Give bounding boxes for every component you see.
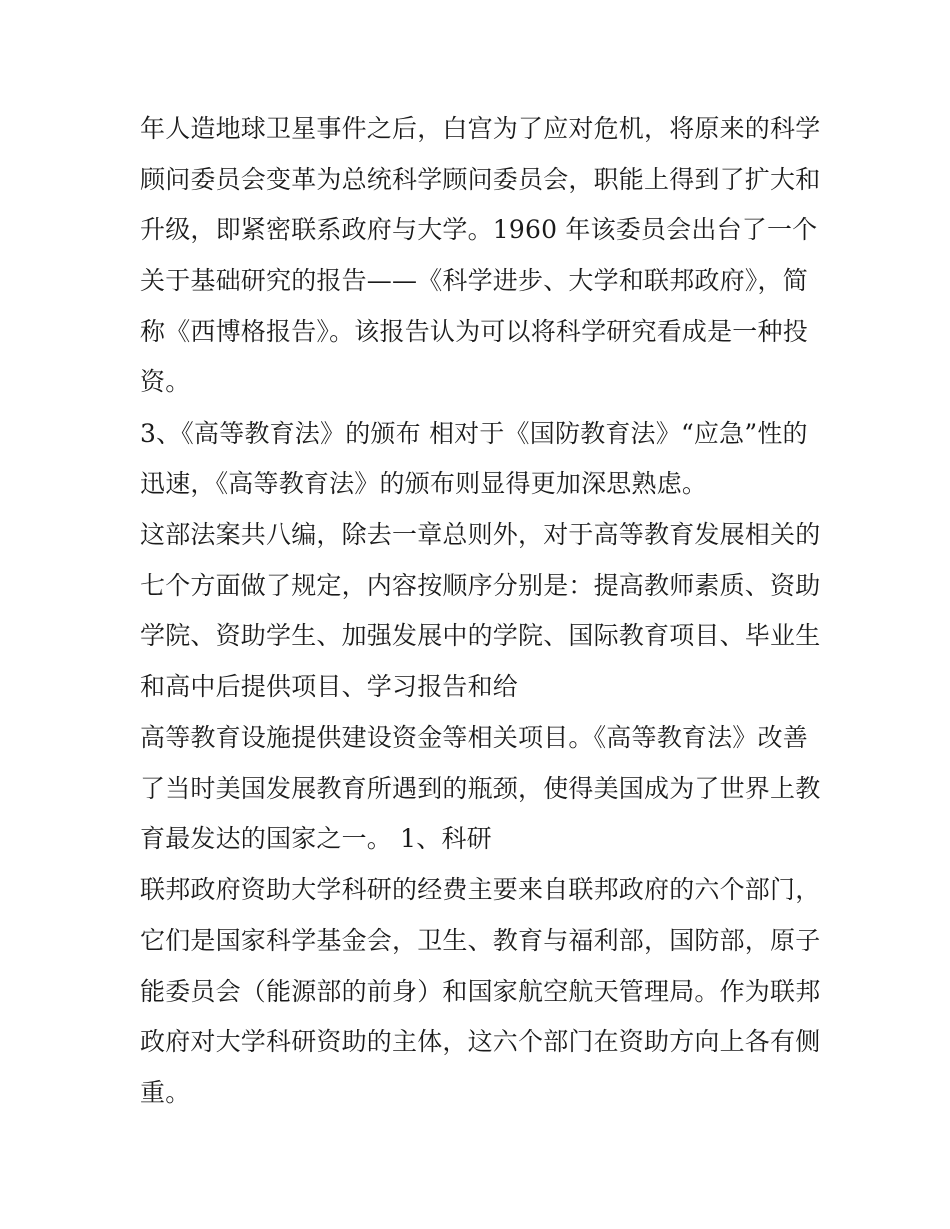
text-line: 称《西博格报告》。该报告认为可以将科学研究看成是一种投 [140, 317, 808, 346]
text-line: 了当时美国发展教育所遇到的瓶颈，使得美国成为了世界上教 [140, 774, 821, 803]
text-line: 资。 [140, 367, 191, 396]
text-line: 育最发达的国家之一。 1、科研 [140, 824, 492, 853]
text-line: 3、《高等教育法》的颁布 相对于《国防教育法》“应急”性的 [140, 419, 808, 448]
text-line: 高等教育设施提供建设资金等相关项目。《高等教育法》改善 [140, 723, 808, 752]
text-line: 升级，即紧密联系政府与大学。1960 年该委员会出台了一个 [140, 215, 818, 244]
text-line: 顾问委员会变革为总统科学顾问委员会，职能上得到了扩大和 [140, 165, 821, 194]
text-line: 联邦政府资助大学科研的经费主要来自联邦政府的六个部门， [140, 875, 821, 904]
text-line: 能委员会（能源部的前身）和国家航空航天管理局。作为联邦 [140, 977, 821, 1006]
text-line: 政府对大学科研资助的主体，这六个部门在资助方向上各有侧 [140, 1027, 821, 1056]
text-line: 年人造地球卫星事件之后，白宫为了应对危机，将原来的科学 [140, 114, 821, 143]
text-line: 和高中后提供项目、学习报告和给 [140, 672, 519, 701]
text-line: 学院、资助学生、加强发展中的学院、国际教育项目、毕业生 [140, 621, 821, 650]
text-line: 它们是国家科学基金会，卫生、教育与福利部，国防部，原子 [140, 926, 821, 955]
text-line: 这部法案共八编，除去一章总则外，对于高等教育发展相关的 [140, 520, 821, 549]
text-line: 重。 [140, 1078, 191, 1107]
text-line: 七个方面做了规定，内容按顺序分别是：提高教师素质、资助 [140, 571, 821, 600]
text-line: 迅速，《高等教育法》的颁布则显得更加深思熟虑。 [140, 469, 708, 498]
text-line: 关于基础研究的报告——《科学进步、大学和联邦政府》，简 [140, 266, 808, 295]
